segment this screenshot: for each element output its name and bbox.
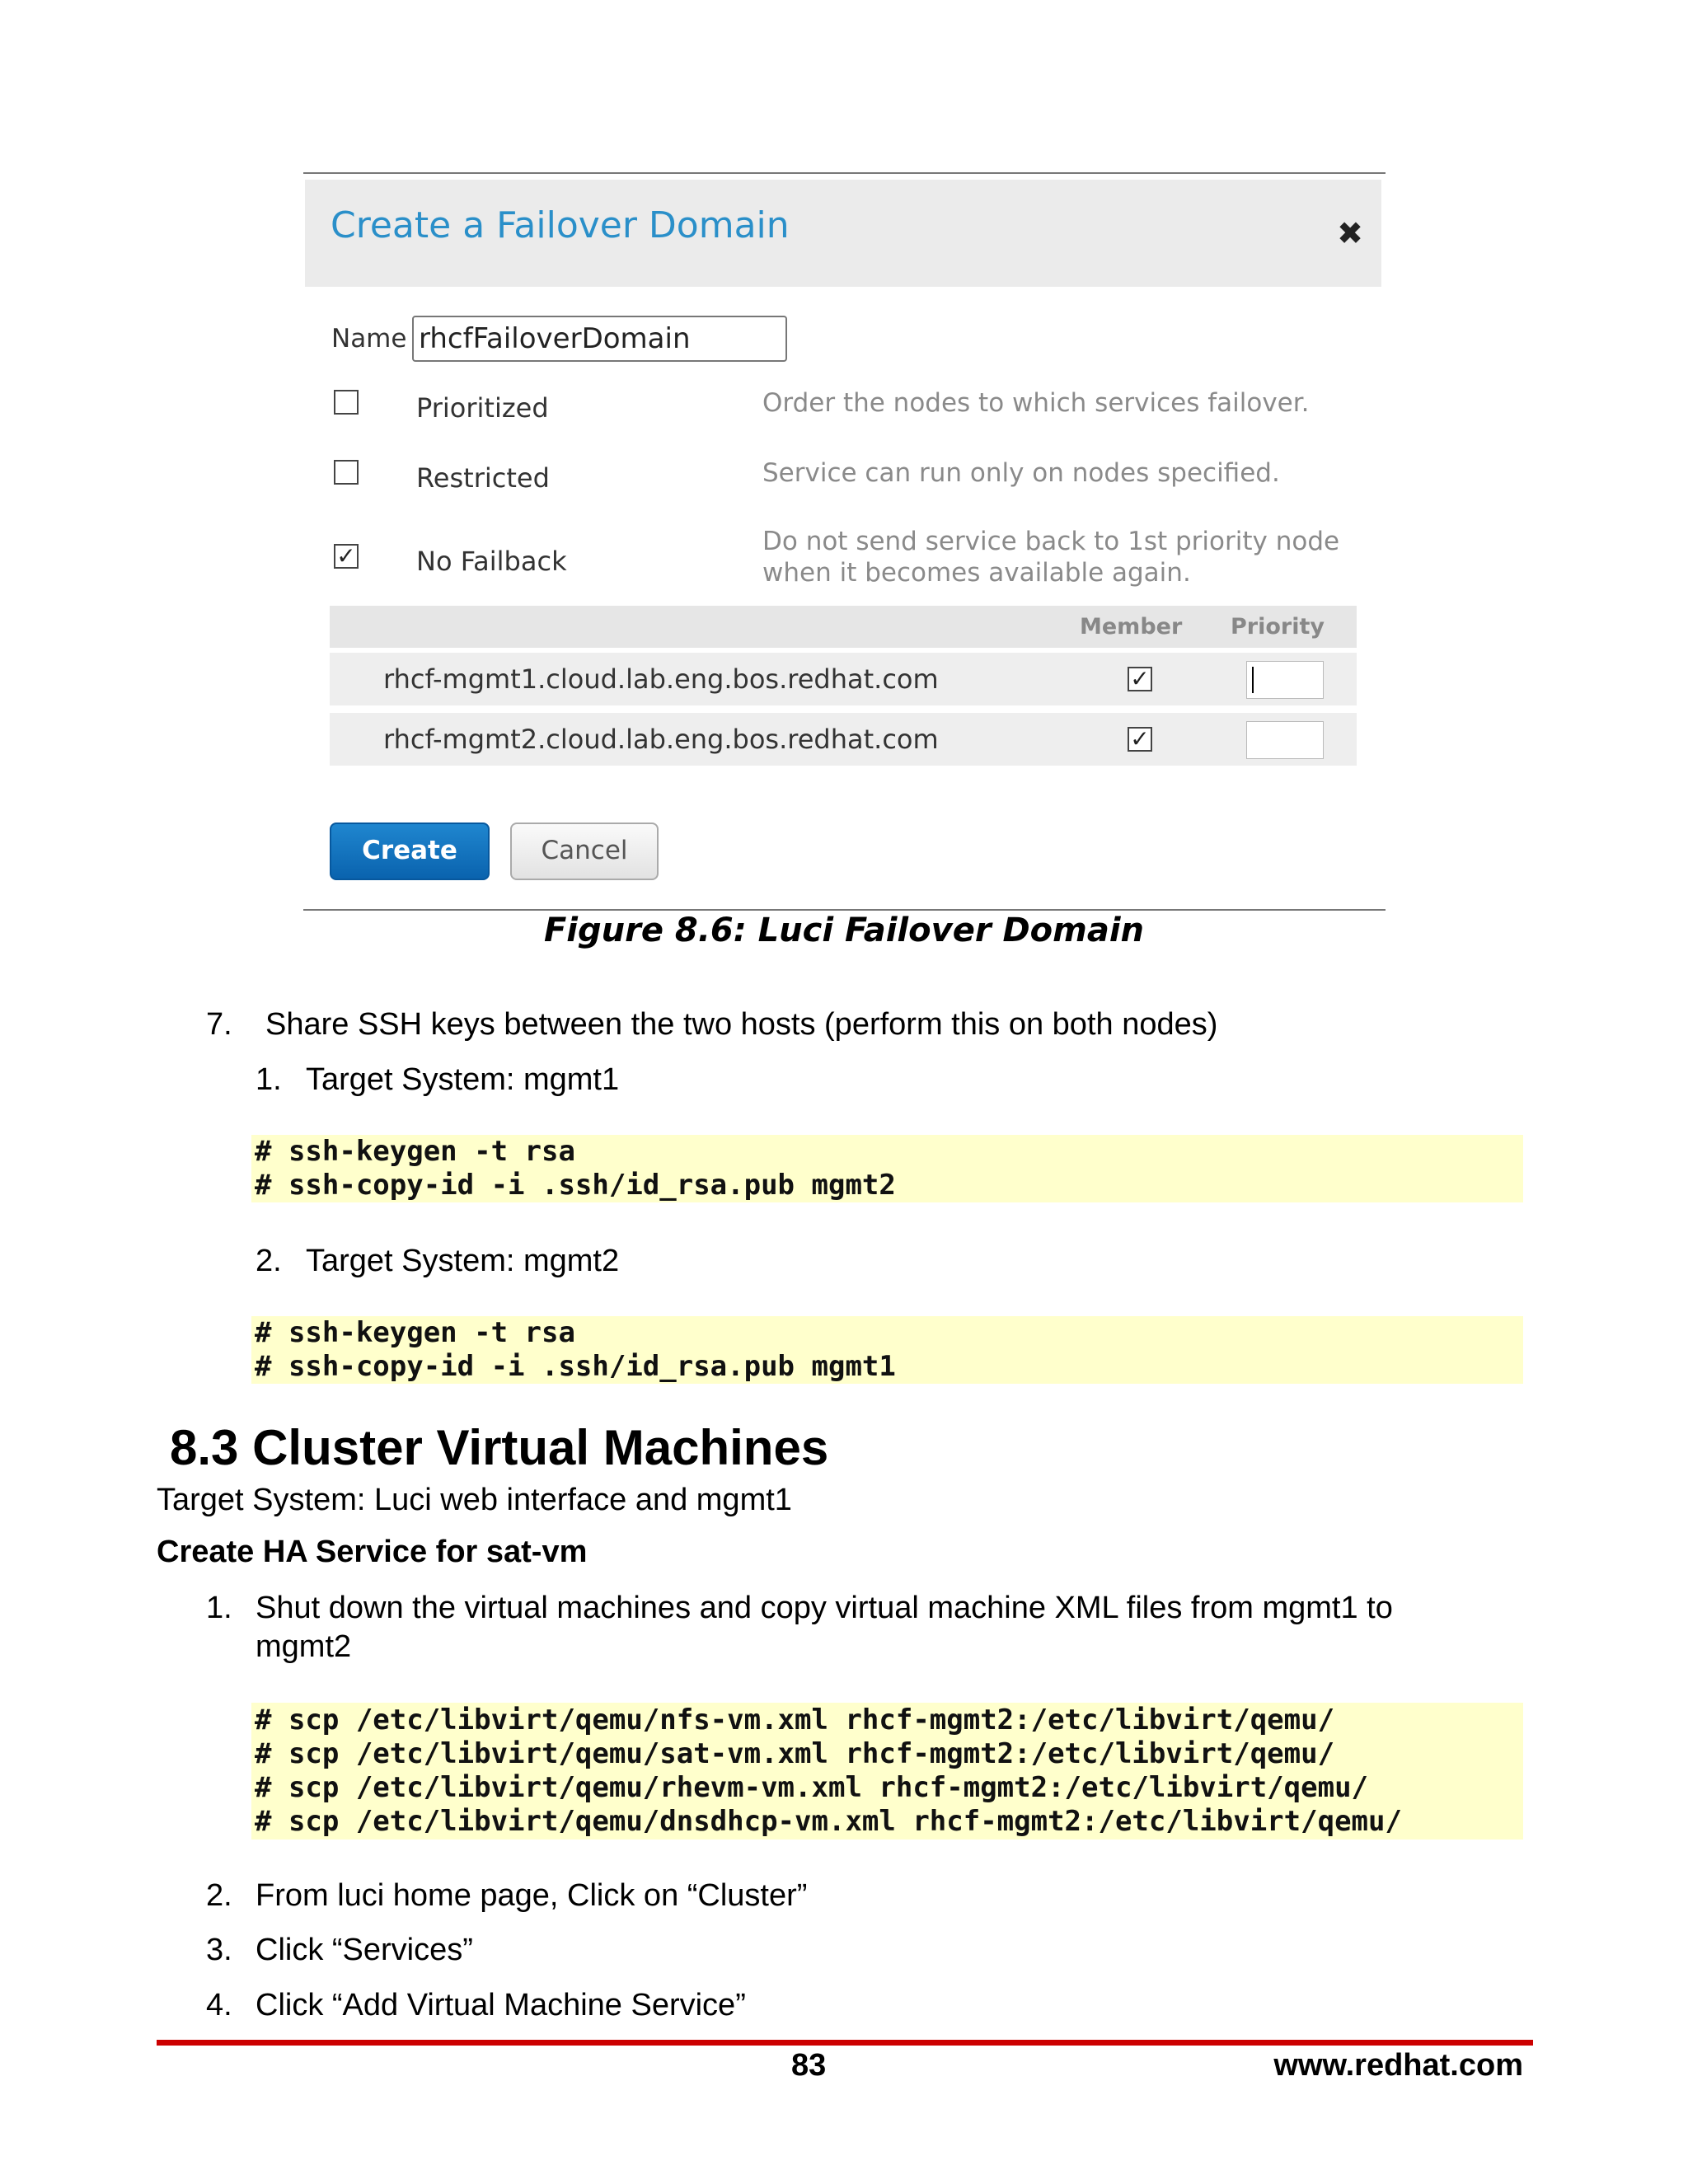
step-7-text: Share SSH keys between the two hosts (perform this on both nodes) [265, 1007, 1218, 1042]
prioritized-label: Prioritized [416, 392, 549, 424]
substep-2-number: 2. [256, 1244, 282, 1278]
dialog-title: Create a Failover Domain [331, 204, 790, 246]
no-failback-checkbox[interactable]: ✓ [334, 544, 359, 569]
step-1-text-line1: Shut down the virtual machines and copy virtual machine XML files from mgmt1 to [256, 1591, 1393, 1625]
footer-rule [157, 2040, 1533, 2046]
subsection-heading: Create HA Service for sat-vm [157, 1535, 588, 1569]
member-column-header: Member [1080, 614, 1183, 640]
name-label: Name [331, 324, 407, 354]
no-failback-label: No Failback [416, 546, 567, 577]
step-1-number: 1. [206, 1591, 232, 1625]
restricted-description: Service can run only on nodes specified. [762, 458, 1280, 488]
code-block-scp: # scp /etc/libvirt/qemu/nfs-vm.xml rhcf-mgmt2:/etc/libvirt/qemu/ # scp /etc/libvirt/qemu/sat-vm.xml rhcf-mgmt2:/etc/libvirt/qemu/ # scp /etc/libvirt/qemu/rhevm-vm.xml rhcf-mgmt2:/etc/libvirt/qemu/ # scp /etc/libvirt/qemu/dnsdhcp-vm.xml rhcf-mgmt2:/etc/libvirt/qemu/ [251, 1703, 1523, 1840]
substep-1-text: Target System: mgmt1 [306, 1062, 620, 1097]
no-failback-description-line2: when it becomes available again. [762, 558, 1191, 588]
member-checkbox[interactable]: ✓ [1128, 667, 1152, 691]
footer-website: www.redhat.com [1273, 2048, 1523, 2083]
no-failback-description-line1: Do not send service back to 1st priority node [762, 527, 1340, 556]
node-hostname: rhcf-mgmt2.cloud.lab.eng.bos.redhat.com [383, 724, 939, 755]
priority-column-header: Priority [1231, 614, 1325, 640]
section-target-system: Target System: Luci web interface and mgmt1 [157, 1483, 792, 1517]
figure-top-rule [303, 172, 1386, 174]
priority-input[interactable] [1246, 661, 1324, 699]
step-2-text: From luci home page, Click on “Cluster” [256, 1878, 808, 1913]
name-input[interactable]: rhcfFailoverDomain [412, 316, 787, 362]
table-row [330, 713, 1357, 766]
section-heading: 8.3 Cluster Virtual Machines [170, 1420, 829, 1475]
figure-bottom-rule [303, 909, 1386, 911]
restricted-checkbox[interactable] [334, 460, 359, 485]
create-button[interactable]: Create [330, 823, 490, 880]
close-icon[interactable]: ✖ [1337, 215, 1363, 251]
figure-caption: Figure 8.6: Luci Failover Domain [543, 912, 1145, 949]
step-3-text: Click “Services” [256, 1933, 473, 1967]
step-2-number: 2. [206, 1878, 232, 1913]
restricted-label: Restricted [416, 462, 550, 494]
dialog-header [305, 180, 1381, 287]
substep-1-number: 1. [256, 1062, 282, 1097]
substep-2-text: Target System: mgmt2 [306, 1244, 620, 1278]
prioritized-description: Order the nodes to which services failover. [762, 388, 1310, 418]
member-checkbox[interactable]: ✓ [1128, 727, 1152, 752]
node-hostname: rhcf-mgmt1.cloud.lab.eng.bos.redhat.com [383, 663, 939, 695]
code-block-mgmt1: # ssh-keygen -t rsa # ssh-copy-id -i .ssh/id_rsa.pub mgmt2 [251, 1135, 1523, 1202]
step-3-number: 3. [206, 1933, 232, 1967]
step-1-text-line2: mgmt2 [256, 1629, 352, 1664]
step-4-number: 4. [206, 1988, 232, 2022]
priority-input[interactable] [1246, 721, 1324, 759]
page-number: 83 [791, 2048, 827, 2083]
step-7-number: 7. [206, 1007, 232, 1042]
code-block-mgmt2: # ssh-keygen -t rsa # ssh-copy-id -i .ssh/id_rsa.pub mgmt1 [251, 1316, 1523, 1384]
step-4-text: Click “Add Virtual Machine Service” [256, 1988, 746, 2022]
prioritized-checkbox[interactable] [334, 390, 359, 415]
table-row [330, 653, 1357, 705]
cancel-button[interactable]: Cancel [510, 823, 659, 880]
node-table-header [330, 606, 1357, 648]
